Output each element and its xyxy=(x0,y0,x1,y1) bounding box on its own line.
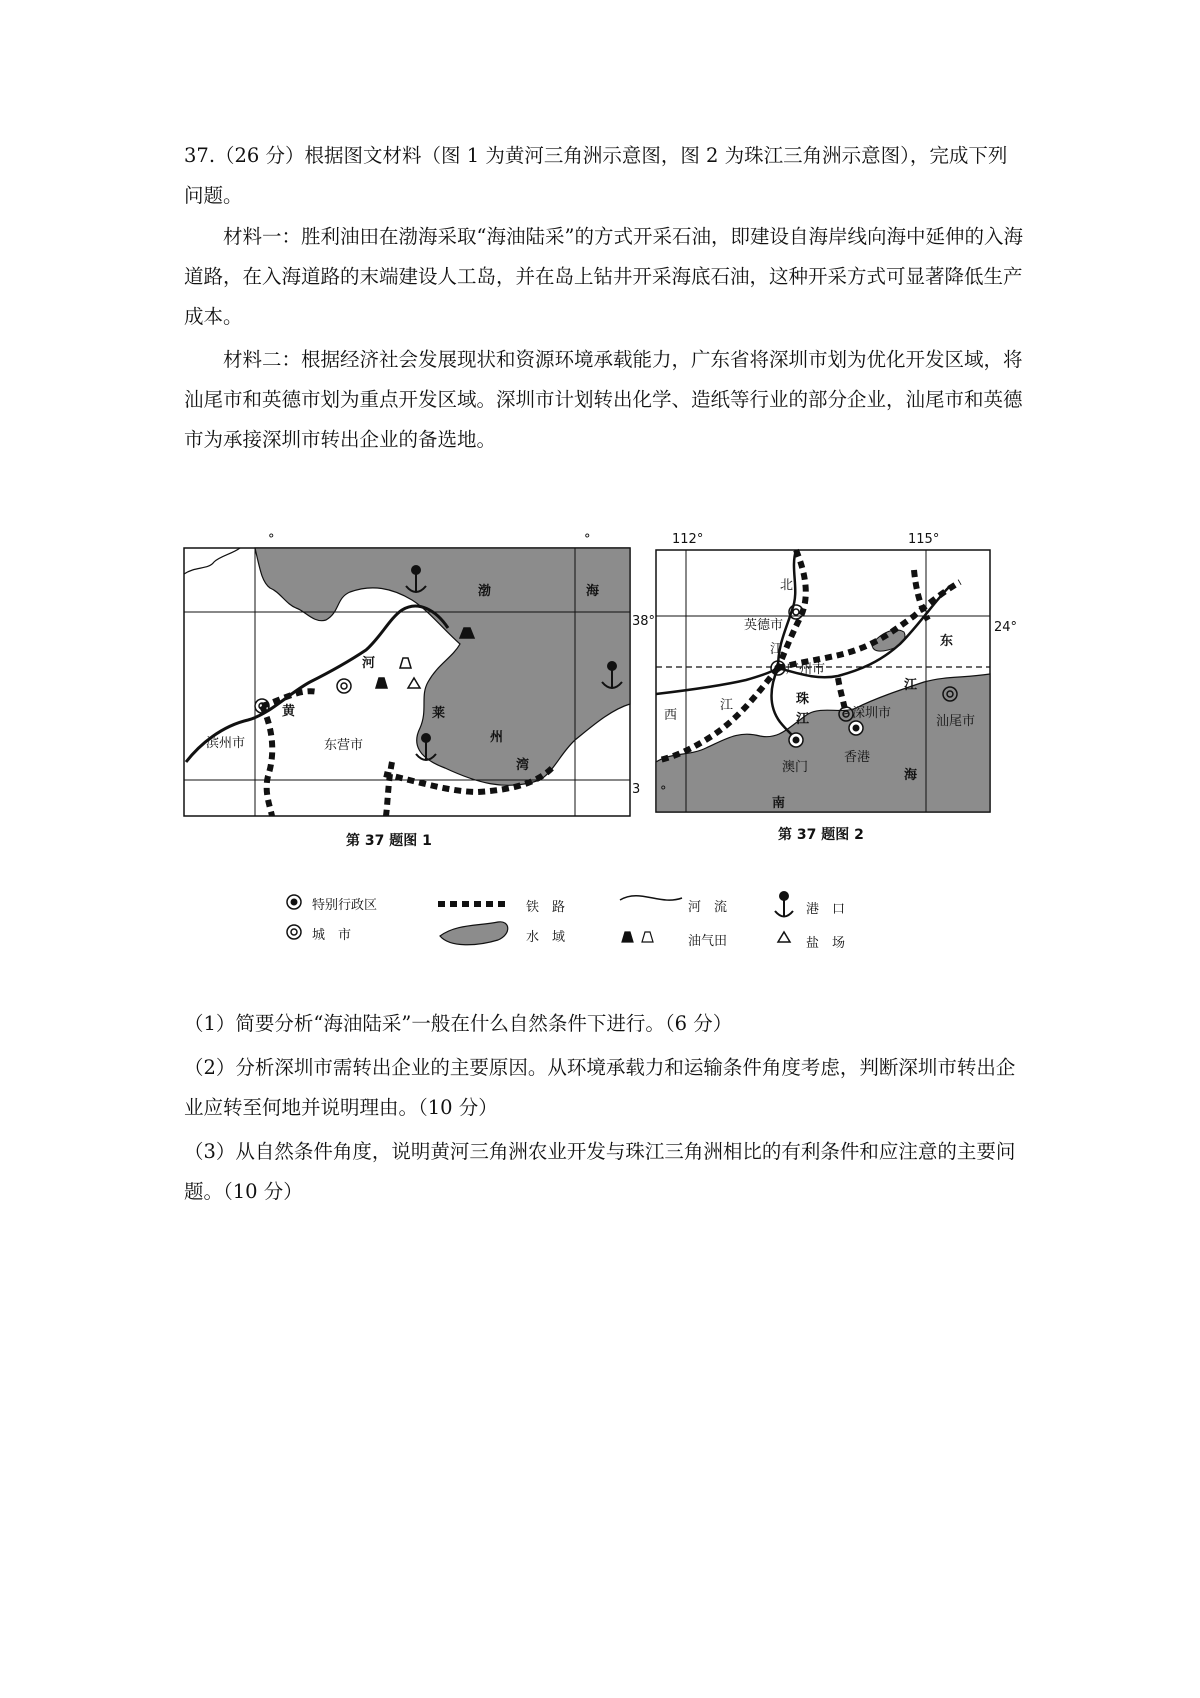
city-label: 滨州市 xyxy=(206,736,246,751)
sea-label: 州 xyxy=(490,730,504,745)
river-label: 东 xyxy=(940,634,954,649)
legend-port: 港 口 xyxy=(806,902,846,917)
special-region-label: 澳门 xyxy=(782,760,809,775)
lat-label: 3 xyxy=(632,782,641,797)
legend-oilfield: 油气田 xyxy=(688,934,728,949)
material-one: 材料一：胜利油田在渤海采取“海油陆采”的方式开采石油，即建设自海岸线向海中延伸的入海道路，在入海道路的末端建设人工岛，并在岛上钻井开采海底石油，这种开采方式可显著降低生产成本。 xyxy=(184,225,1023,328)
river-label: 江 xyxy=(720,698,734,713)
question-1: （1）简要分析“海油陆采”一般在什么自然条件下进行。（6 分） xyxy=(184,1012,733,1035)
city-label: 广州市 xyxy=(786,662,826,677)
river-label: 黄 xyxy=(282,704,296,719)
city-label: 英德市 xyxy=(744,618,784,633)
river-label: 河 xyxy=(362,656,376,671)
river-label: 江 xyxy=(796,712,810,727)
river-label: 珠 xyxy=(796,692,810,707)
question-3: （3）从自然条件角度，说明黄河三角洲农业开发与珠江三角洲相比的有利条件和应注意的主要问题。（10 分） xyxy=(184,1140,1016,1203)
figure-1-map xyxy=(184,548,630,816)
sea-label: 莱 xyxy=(432,706,446,721)
sea-label: 海 xyxy=(904,768,918,783)
special-region-label: 香港 xyxy=(844,750,871,765)
lat-label: ° xyxy=(660,784,667,799)
legend-river: 河 流 xyxy=(688,900,728,915)
lat-label: 38° xyxy=(632,614,656,629)
legend-water: 水 域 xyxy=(526,930,566,945)
figure-area xyxy=(0,530,1200,970)
figure-2-caption: 第 37 题图 2 xyxy=(778,827,864,843)
sea-label: 南 xyxy=(772,796,786,811)
river-label: 西 xyxy=(664,708,678,723)
figure-1-caption: 第 37 题图 1 xyxy=(346,833,432,849)
legend-saltfield: 盐 场 xyxy=(806,936,846,951)
sea-label: 海 xyxy=(586,584,600,599)
legend-special-region: 特别行政区 xyxy=(312,898,378,913)
tick-mark: ° xyxy=(584,532,591,547)
river-label: 北 xyxy=(780,578,794,593)
tick-mark: ° xyxy=(268,532,275,547)
material-two: 材料二：根据经济社会发展现状和资源环境承载能力，广东省将深圳市划为优化开发区域，将汕尾市和英德市划为重点开发区域。深圳市计划转出化学、造纸等行业的部分企业，汕尾市和英德市为承接深圳市转出企业的备选地。 xyxy=(184,348,1023,451)
map-figures xyxy=(0,530,1200,970)
river-label: 江 xyxy=(770,642,784,657)
city-label: 东营市 xyxy=(324,738,364,753)
lat-label: 24° xyxy=(994,620,1018,635)
sea-label: 渤 xyxy=(478,584,492,599)
sea-label: 湾 xyxy=(516,758,530,773)
question-intro: 37.（26 分）根据图文材料（图 1 为黄河三角洲示意图，图 2 为珠江三角洲示意图），完成下列问题。 xyxy=(184,144,1008,207)
river-label: 江 xyxy=(904,678,918,693)
city-label: 深圳市 xyxy=(852,706,892,721)
lon-label: 112° xyxy=(672,532,704,547)
city-label: 汕尾市 xyxy=(936,714,976,729)
legend-city: 城 市 xyxy=(312,928,352,943)
question-2: （2）分析深圳市需转出企业的主要原因。从环境承载力和运输条件角度考虑，判断深圳市转出企业应转至何地并说明理由。（10 分） xyxy=(184,1056,1016,1119)
legend-railway: 铁 路 xyxy=(526,900,566,915)
lon-label: 115° xyxy=(908,532,940,547)
figure-2-map xyxy=(656,550,990,812)
